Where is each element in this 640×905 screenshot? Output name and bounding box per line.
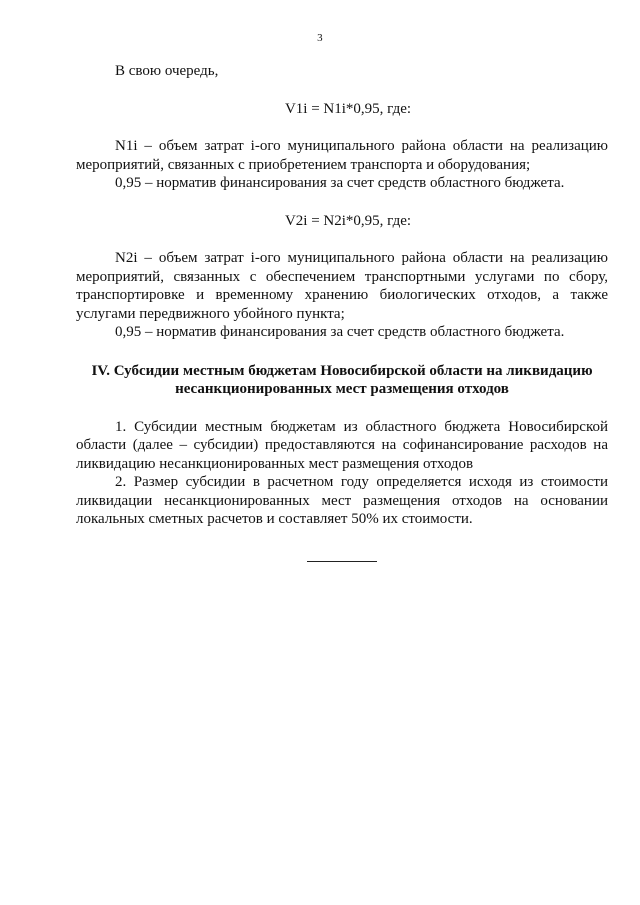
section-heading: [76, 362, 608, 399]
section-heading-line2: несанкционированных мест размещения отходов: [175, 381, 509, 397]
formula-v1: V1i = N1i*0,95, где:: [284, 100, 412, 117]
formula-v2: V2i = N2i*0,95, где:: [284, 212, 412, 229]
intro-paragraph: В свою очередь,: [115, 63, 219, 79]
section-item-1: 1. Субсидии местным бюджетам из областного бюджета Новосибирской области (далее – субсидии) предоставляются на софинансирование расходов на ликвидацию несанкционированных мест размещения отходов: [76, 418, 608, 472]
norm2-paragraph: 0,95 – норматив финансирования за счет средств областного бюджета.: [115, 324, 565, 340]
page-number: 3: [317, 32, 323, 44]
norm1-paragraph: 0,95 – норматив финансирования за счет средств областного бюджета.: [115, 175, 565, 191]
n1-definition-paragraph: N1i – объем затрат i-ого муниципального района области на реализацию мероприятий, связанных с приобретением транспорта и оборудования;: [76, 138, 608, 173]
end-separator-line: [307, 561, 377, 562]
document-body: [76, 62, 608, 529]
section-heading-line1: IV. Субсидии местным бюджетам Новосибирской области на ликвидацию: [91, 362, 593, 379]
section-item-2: 2. Размер субсидии в расчетном году определяется исходя из стоимости ликвидации несанкционированных мест размещения отходов на основании локальных сметных расчетов и составляет 50% их стоимости.: [76, 474, 608, 527]
n2-definition-paragraph: N2i – объем затрат i-ого муниципального района области на реализацию мероприятий, связанных с обеспечением транспортными услугами по сбору, транспортировке и временному хранению биологических отходов, а также услугами передвижного убойного пункта;: [76, 250, 608, 322]
